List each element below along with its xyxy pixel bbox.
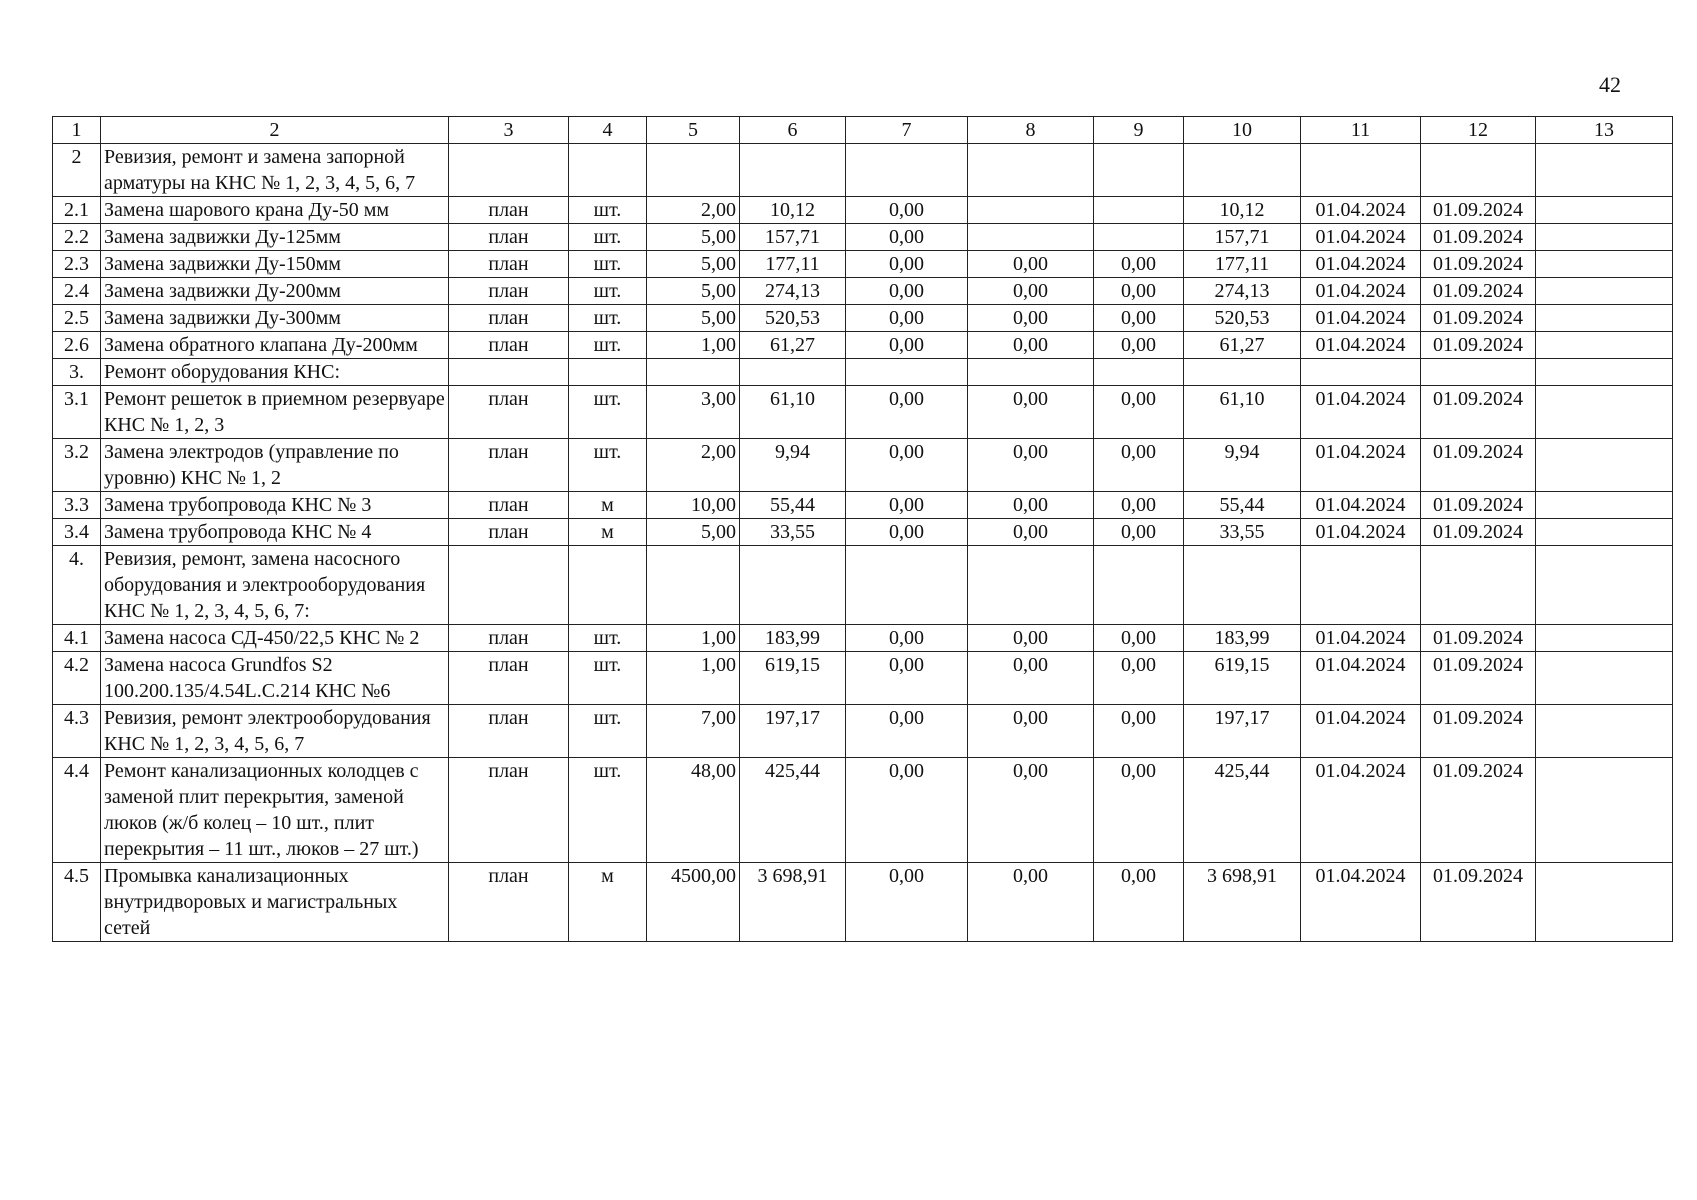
- cell-col7: 0,00: [846, 278, 968, 305]
- table-row: [53, 386, 1673, 439]
- column-header: 11: [1301, 117, 1421, 144]
- cell-col9: [1094, 144, 1184, 197]
- cell-col8: 0,00: [968, 758, 1094, 863]
- cell-col9: 0,00: [1094, 519, 1184, 546]
- cell-col7: 0,00: [846, 332, 968, 359]
- cell-type: план: [449, 758, 569, 863]
- cell-col9: 0,00: [1094, 386, 1184, 439]
- cell-quantity: 48,00: [647, 758, 740, 863]
- cell-total: 520,53: [1184, 305, 1301, 332]
- cell-col8: [968, 546, 1094, 625]
- cell-col7: 0,00: [846, 305, 968, 332]
- cell-unit: шт.: [569, 305, 647, 332]
- cell-end-date: 01.09.2024: [1421, 439, 1536, 492]
- cell-col9: 0,00: [1094, 305, 1184, 332]
- cell-cost: [740, 359, 846, 386]
- cell-total: [1184, 359, 1301, 386]
- cell-col9: 0,00: [1094, 251, 1184, 278]
- cell-type: план: [449, 278, 569, 305]
- cell-col9: 0,00: [1094, 863, 1184, 942]
- cell-number: 4.: [53, 546, 101, 625]
- cell-col7: 0,00: [846, 492, 968, 519]
- cell-unit: [569, 144, 647, 197]
- cell-unit: шт.: [569, 439, 647, 492]
- cell-cost: 425,44: [740, 758, 846, 863]
- cell-col7: 0,00: [846, 652, 968, 705]
- cell-col9: 0,00: [1094, 492, 1184, 519]
- cell-start-date: 01.04.2024: [1301, 625, 1421, 652]
- cell-quantity: 5,00: [647, 305, 740, 332]
- cell-col7: 0,00: [846, 386, 968, 439]
- cell-total: 183,99: [1184, 625, 1301, 652]
- cell-total: 10,12: [1184, 197, 1301, 224]
- cell-cost: 274,13: [740, 278, 846, 305]
- cell-total: 3 698,91: [1184, 863, 1301, 942]
- cell-col9: 0,00: [1094, 278, 1184, 305]
- cell-number: 2: [53, 144, 101, 197]
- cell-number: 3.4: [53, 519, 101, 546]
- table-row: [53, 625, 1673, 652]
- cell-col7: 0,00: [846, 439, 968, 492]
- cell-end-date: 01.09.2024: [1421, 224, 1536, 251]
- cell-description: Замена задвижки Ду-200мм: [101, 278, 449, 305]
- cell-total: [1184, 546, 1301, 625]
- table-row: [53, 278, 1673, 305]
- cell-description: Замена задвижки Ду-125мм: [101, 224, 449, 251]
- cell-quantity: 5,00: [647, 519, 740, 546]
- table-row: [53, 359, 1673, 386]
- cell-col9: 0,00: [1094, 705, 1184, 758]
- cell-start-date: 01.04.2024: [1301, 305, 1421, 332]
- column-header: 12: [1421, 117, 1536, 144]
- table-row: [53, 332, 1673, 359]
- cell-quantity: 1,00: [647, 332, 740, 359]
- cell-number: 3.3: [53, 492, 101, 519]
- cell-number: 3.: [53, 359, 101, 386]
- column-number-row: [53, 117, 1673, 144]
- cell-col7: 0,00: [846, 251, 968, 278]
- cell-number: 2.2: [53, 224, 101, 251]
- cell-col9: [1094, 546, 1184, 625]
- cell-total: 157,71: [1184, 224, 1301, 251]
- cell-start-date: 01.04.2024: [1301, 386, 1421, 439]
- cell-quantity: 5,00: [647, 251, 740, 278]
- cell-col13: [1536, 251, 1673, 278]
- cell-col8: 0,00: [968, 305, 1094, 332]
- table-body: [53, 144, 1673, 942]
- cell-description: Промывка канализационных внутридворовых и магистральных сетей: [101, 863, 449, 942]
- cell-unit: шт.: [569, 625, 647, 652]
- cell-cost: 157,71: [740, 224, 846, 251]
- cell-end-date: 01.09.2024: [1421, 332, 1536, 359]
- cell-description: Замена трубопровода КНС № 3: [101, 492, 449, 519]
- cell-start-date: 01.04.2024: [1301, 652, 1421, 705]
- column-header: 2: [101, 117, 449, 144]
- cell-col9: 0,00: [1094, 652, 1184, 705]
- cell-col13: [1536, 305, 1673, 332]
- cell-col13: [1536, 144, 1673, 197]
- table-row: [53, 705, 1673, 758]
- column-header: 10: [1184, 117, 1301, 144]
- cell-end-date: 01.09.2024: [1421, 278, 1536, 305]
- cell-col8: 0,00: [968, 625, 1094, 652]
- cell-type: [449, 546, 569, 625]
- cell-start-date: 01.04.2024: [1301, 863, 1421, 942]
- cell-col13: [1536, 652, 1673, 705]
- cell-unit: м: [569, 492, 647, 519]
- cell-end-date: 01.09.2024: [1421, 652, 1536, 705]
- page-number: 42: [1599, 72, 1621, 97]
- table-row: [53, 305, 1673, 332]
- cell-cost: 619,15: [740, 652, 846, 705]
- cell-unit: [569, 359, 647, 386]
- cell-total: 274,13: [1184, 278, 1301, 305]
- cell-col13: [1536, 278, 1673, 305]
- cell-quantity: 4500,00: [647, 863, 740, 942]
- column-header: 7: [846, 117, 968, 144]
- cell-end-date: 01.09.2024: [1421, 197, 1536, 224]
- cell-col8: 0,00: [968, 386, 1094, 439]
- cell-col13: [1536, 332, 1673, 359]
- works-table: [52, 116, 1673, 942]
- cell-type: план: [449, 332, 569, 359]
- cell-cost: 61,27: [740, 332, 846, 359]
- cell-col8: 0,00: [968, 278, 1094, 305]
- cell-start-date: 01.04.2024: [1301, 278, 1421, 305]
- cell-total: 55,44: [1184, 492, 1301, 519]
- cell-description: Замена насоса Grundfos S2 100.200.135/4.54L.C.214 КНС №6: [101, 652, 449, 705]
- cell-start-date: [1301, 144, 1421, 197]
- cell-col9: 0,00: [1094, 758, 1184, 863]
- cell-type: план: [449, 492, 569, 519]
- table-row: [53, 224, 1673, 251]
- cell-end-date: 01.09.2024: [1421, 492, 1536, 519]
- cell-cost: 33,55: [740, 519, 846, 546]
- cell-quantity: 2,00: [647, 439, 740, 492]
- cell-col13: [1536, 705, 1673, 758]
- cell-start-date: 01.04.2024: [1301, 197, 1421, 224]
- cell-start-date: 01.04.2024: [1301, 251, 1421, 278]
- cell-unit: шт.: [569, 251, 647, 278]
- cell-col13: [1536, 492, 1673, 519]
- table-row: [53, 652, 1673, 705]
- cell-type: [449, 359, 569, 386]
- cell-start-date: 01.04.2024: [1301, 224, 1421, 251]
- cell-end-date: 01.09.2024: [1421, 519, 1536, 546]
- column-header: 4: [569, 117, 647, 144]
- cell-number: 2.5: [53, 305, 101, 332]
- cell-quantity: 7,00: [647, 705, 740, 758]
- cell-col8: 0,00: [968, 705, 1094, 758]
- cell-col7: 0,00: [846, 519, 968, 546]
- cell-col13: [1536, 224, 1673, 251]
- cell-description: Замена задвижки Ду-300мм: [101, 305, 449, 332]
- cell-unit: м: [569, 863, 647, 942]
- cell-col13: [1536, 439, 1673, 492]
- cell-cost: 10,12: [740, 197, 846, 224]
- cell-cost: 520,53: [740, 305, 846, 332]
- cell-number: 2.1: [53, 197, 101, 224]
- cell-unit: шт.: [569, 278, 647, 305]
- column-header: 8: [968, 117, 1094, 144]
- cell-quantity: [647, 144, 740, 197]
- cell-col8: [968, 197, 1094, 224]
- cell-quantity: 5,00: [647, 224, 740, 251]
- cell-end-date: 01.09.2024: [1421, 251, 1536, 278]
- cell-unit: шт.: [569, 652, 647, 705]
- cell-end-date: 01.09.2024: [1421, 863, 1536, 942]
- cell-end-date: 01.09.2024: [1421, 386, 1536, 439]
- cell-start-date: 01.04.2024: [1301, 705, 1421, 758]
- cell-quantity: 10,00: [647, 492, 740, 519]
- cell-unit: шт.: [569, 758, 647, 863]
- cell-end-date: 01.09.2024: [1421, 625, 1536, 652]
- cell-cost: 3 698,91: [740, 863, 846, 942]
- cell-col8: 0,00: [968, 492, 1094, 519]
- cell-start-date: 01.04.2024: [1301, 332, 1421, 359]
- table-row: [53, 144, 1673, 197]
- cell-col8: 0,00: [968, 652, 1094, 705]
- cell-number: 4.2: [53, 652, 101, 705]
- cell-total: 619,15: [1184, 652, 1301, 705]
- cell-col8: 0,00: [968, 439, 1094, 492]
- cell-description: Замена насоса СД-450/22,5 КНС № 2: [101, 625, 449, 652]
- cell-type: план: [449, 652, 569, 705]
- cell-unit: шт.: [569, 224, 647, 251]
- cell-col8: [968, 359, 1094, 386]
- cell-col7: 0,00: [846, 758, 968, 863]
- cell-start-date: 01.04.2024: [1301, 519, 1421, 546]
- table-row: [53, 546, 1673, 625]
- cell-total: 9,94: [1184, 439, 1301, 492]
- cell-unit: шт.: [569, 197, 647, 224]
- column-header: 9: [1094, 117, 1184, 144]
- cell-description: Замена задвижки Ду-150мм: [101, 251, 449, 278]
- cell-quantity: 3,00: [647, 386, 740, 439]
- cell-col8: 0,00: [968, 519, 1094, 546]
- cell-number: 2.4: [53, 278, 101, 305]
- cell-col9: [1094, 197, 1184, 224]
- cell-type: план: [449, 519, 569, 546]
- cell-cost: 9,94: [740, 439, 846, 492]
- cell-end-date: 01.09.2024: [1421, 305, 1536, 332]
- cell-col9: 0,00: [1094, 332, 1184, 359]
- cell-number: 2.3: [53, 251, 101, 278]
- cell-total: 177,11: [1184, 251, 1301, 278]
- cell-type: план: [449, 386, 569, 439]
- cell-col8: 0,00: [968, 251, 1094, 278]
- cell-col9: 0,00: [1094, 439, 1184, 492]
- cell-start-date: 01.04.2024: [1301, 439, 1421, 492]
- cell-total: 425,44: [1184, 758, 1301, 863]
- cell-total: 33,55: [1184, 519, 1301, 546]
- cell-type: план: [449, 705, 569, 758]
- cell-end-date: 01.09.2024: [1421, 758, 1536, 863]
- cell-end-date: 01.09.2024: [1421, 705, 1536, 758]
- cell-type: план: [449, 305, 569, 332]
- cell-type: план: [449, 625, 569, 652]
- cell-number: 2.6: [53, 332, 101, 359]
- cell-type: план: [449, 197, 569, 224]
- column-header: 13: [1536, 117, 1673, 144]
- cell-col7: [846, 546, 968, 625]
- column-header: 3: [449, 117, 569, 144]
- table-row: [53, 519, 1673, 546]
- cell-number: 3.2: [53, 439, 101, 492]
- cell-col7: [846, 359, 968, 386]
- cell-unit: шт.: [569, 705, 647, 758]
- cell-cost: 177,11: [740, 251, 846, 278]
- cell-end-date: [1421, 359, 1536, 386]
- cell-quantity: [647, 359, 740, 386]
- cell-description: Ревизия, ремонт электрооборудования КНС № 1, 2, 3, 4, 5, 6, 7: [101, 705, 449, 758]
- cell-start-date: 01.04.2024: [1301, 758, 1421, 863]
- cell-col13: [1536, 546, 1673, 625]
- cell-type: план: [449, 224, 569, 251]
- table-row: [53, 863, 1673, 942]
- column-header: 1: [53, 117, 101, 144]
- cell-description: Замена трубопровода КНС № 4: [101, 519, 449, 546]
- cell-description: Ревизия, ремонт, замена насосного оборудования и электрооборудования КНС № 1, 2, 3, 4, 5, 6, 7:: [101, 546, 449, 625]
- cell-total: 61,10: [1184, 386, 1301, 439]
- cell-unit: [569, 546, 647, 625]
- cell-number: 4.4: [53, 758, 101, 863]
- cell-cost: 61,10: [740, 386, 846, 439]
- cell-unit: шт.: [569, 332, 647, 359]
- cell-col13: [1536, 359, 1673, 386]
- cell-cost: 55,44: [740, 492, 846, 519]
- cell-col13: [1536, 197, 1673, 224]
- column-header: 6: [740, 117, 846, 144]
- cell-cost: [740, 546, 846, 625]
- cell-start-date: [1301, 359, 1421, 386]
- cell-cost: 197,17: [740, 705, 846, 758]
- cell-description: Ревизия, ремонт и замена запорной арматуры на КНС № 1, 2, 3, 4, 5, 6, 7: [101, 144, 449, 197]
- cell-description: Ремонт оборудования КНС:: [101, 359, 449, 386]
- cell-type: план: [449, 863, 569, 942]
- table-row: [53, 251, 1673, 278]
- cell-type: [449, 144, 569, 197]
- cell-col8: [968, 224, 1094, 251]
- cell-cost: 183,99: [740, 625, 846, 652]
- cell-col7: 0,00: [846, 705, 968, 758]
- cell-number: 4.1: [53, 625, 101, 652]
- cell-unit: м: [569, 519, 647, 546]
- table-row: [53, 758, 1673, 863]
- cell-type: план: [449, 439, 569, 492]
- cell-total: 61,27: [1184, 332, 1301, 359]
- cell-col7: 0,00: [846, 197, 968, 224]
- cell-col7: 0,00: [846, 224, 968, 251]
- cell-quantity: [647, 546, 740, 625]
- cell-col9: [1094, 359, 1184, 386]
- cell-col7: 0,00: [846, 863, 968, 942]
- cell-col8: [968, 144, 1094, 197]
- cell-col7: 0,00: [846, 625, 968, 652]
- column-header: 5: [647, 117, 740, 144]
- cell-col8: 0,00: [968, 863, 1094, 942]
- cell-unit: шт.: [569, 386, 647, 439]
- cell-col13: [1536, 863, 1673, 942]
- cell-cost: [740, 144, 846, 197]
- cell-description: Замена электродов (управление по уровню) КНС № 1, 2: [101, 439, 449, 492]
- table-row: [53, 492, 1673, 519]
- cell-col9: 0,00: [1094, 625, 1184, 652]
- cell-number: 4.5: [53, 863, 101, 942]
- cell-number: 3.1: [53, 386, 101, 439]
- cell-start-date: 01.04.2024: [1301, 492, 1421, 519]
- cell-type: план: [449, 251, 569, 278]
- cell-col7: [846, 144, 968, 197]
- cell-quantity: 5,00: [647, 278, 740, 305]
- cell-quantity: 1,00: [647, 625, 740, 652]
- cell-description: Ремонт решеток в приемном резервуаре КНС № 1, 2, 3: [101, 386, 449, 439]
- cell-col13: [1536, 386, 1673, 439]
- cell-end-date: [1421, 144, 1536, 197]
- cell-col8: 0,00: [968, 332, 1094, 359]
- cell-number: 4.3: [53, 705, 101, 758]
- cell-description: Замена шарового крана Ду-50 мм: [101, 197, 449, 224]
- cell-start-date: [1301, 546, 1421, 625]
- cell-col13: [1536, 519, 1673, 546]
- cell-description: Ремонт канализационных колодцев с заменой плит перекрытия, заменой люков (ж/б колец – 10 шт., плит перекрытия – 11 шт., люков – 27 шт.): [101, 758, 449, 863]
- cell-description: Замена обратного клапана Ду-200мм: [101, 332, 449, 359]
- cell-quantity: 1,00: [647, 652, 740, 705]
- cell-col13: [1536, 625, 1673, 652]
- table-row: [53, 197, 1673, 224]
- table-row: [53, 439, 1673, 492]
- cell-col9: [1094, 224, 1184, 251]
- cell-col13: [1536, 758, 1673, 863]
- cell-total: 197,17: [1184, 705, 1301, 758]
- cell-end-date: [1421, 546, 1536, 625]
- cell-quantity: 2,00: [647, 197, 740, 224]
- cell-total: [1184, 144, 1301, 197]
